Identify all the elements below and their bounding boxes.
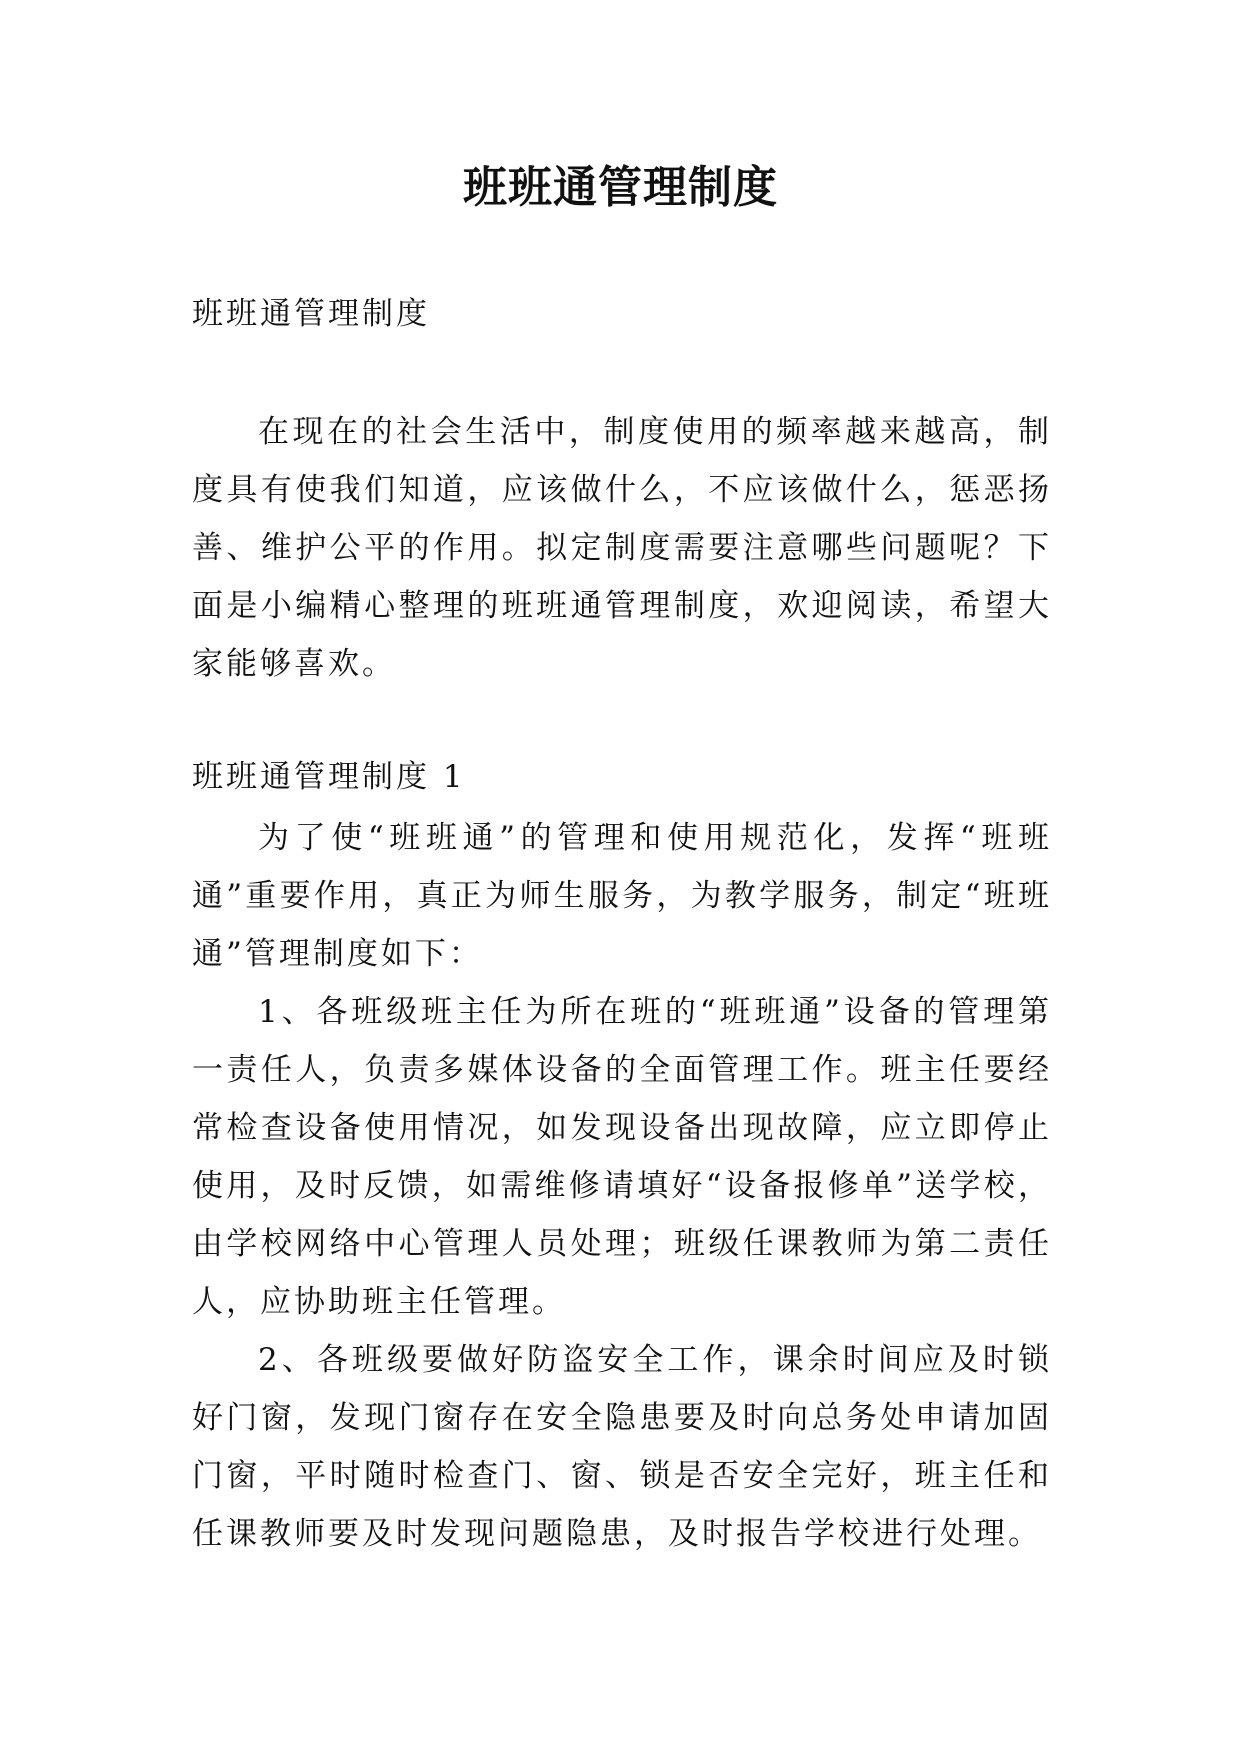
- section-body: [192, 809, 1052, 1563]
- section-heading: 班班通管理制度 1: [192, 759, 466, 795]
- section-paragraph: 为了使“班班通”的管理和使用规范化，发挥“班班通”重要作用，真正为师生服务，为教学服务，制定“班班通”管理制度如下：: [192, 820, 1052, 972]
- section-paragraph: 1、各班级班主任为所在班的“班班通”设备的管理第一责任人，负责多媒体设备的全面管理工作。班主任要经常检查设备使用情况，如发现设备出现故障，应立即停止使用，及时反馈，如需维修请填好“设备报修单”送学校，由学校网络中心管理人员处理；班级任课教师为第二责任人，应协助班主任管理。: [192, 994, 1052, 1320]
- section-paragraph: 2、各班级要做好防盗安全工作，课余时间应及时锁好门窗，发现门窗存在安全隐患要及时向总务处申请加固门窗，平时随时检查门、窗、锁是否安全完好，班主任和任课教师要及时发现问题隐患，及时报告学校进行处理。: [192, 1342, 1052, 1552]
- document-subtitle: 班班通管理制度: [192, 296, 430, 332]
- document-title: 班班通管理制度: [463, 162, 778, 213]
- intro-paragraph: 在现在的社会生活中，制度使用的频率越来越高，制度具有使我们知道，应该做什么，不应该做什么，惩恶扬善、维护公平的作用。拟定制度需要注意哪些问题呢？下面是小编精心整理的班班通管理制度，欢迎阅读，希望大家能够喜欢。: [192, 414, 1052, 682]
